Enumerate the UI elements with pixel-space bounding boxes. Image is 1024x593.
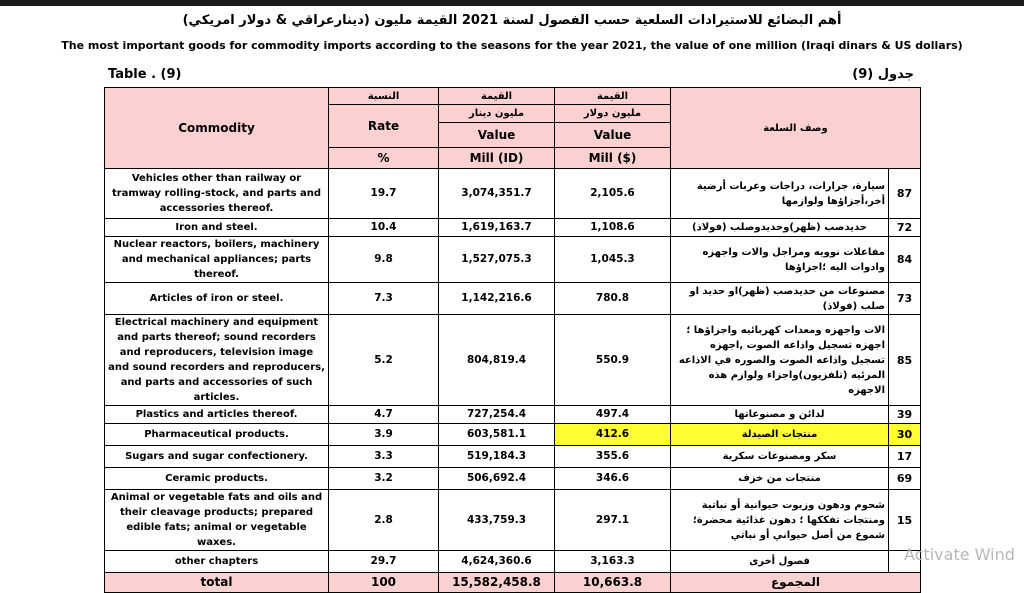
cell-value-usd: 1,045.3	[555, 237, 671, 283]
activate-windows-watermark: Activate Wind	[904, 545, 1015, 564]
cell-commodity: other chapters	[105, 551, 329, 573]
cell-commodity: Electrical machinery and equipment and parts thereof; sound recorders and reproducers, television image and sound recorders and reproducers, and parts and accessories of such articles.	[105, 315, 329, 406]
cell-rate: 5.2	[329, 315, 439, 406]
cell-commodity: Sugars and sugar confectionery.	[105, 446, 329, 468]
cell-description-ar: شحوم ودهون وزيوت حيوانية أو نباتية ومنتجات تفككها ؛ دهون غذائية محضرة؛ شموع من أصل حيواني أو نباتي	[671, 490, 889, 551]
table-row	[105, 490, 921, 551]
total-value-usd: 10,663.8	[555, 573, 671, 593]
header-commodity: Commodity	[105, 88, 329, 169]
cell-value-id: 1,619,163.7	[439, 219, 555, 237]
cell-value-usd: 2,105.6	[555, 169, 671, 219]
header-value-usd-ar: القيمة	[555, 88, 671, 105]
cell-value-id: 1,142,216.6	[439, 283, 555, 315]
cell-value-id: 804,819.4	[439, 315, 555, 406]
cell-description-ar: مصنوعات من حديدصب (ظهر)او حديد او صلب (فولاذ)	[671, 283, 889, 315]
cell-value-usd: 497.4	[555, 406, 671, 424]
header-rate: Rate	[329, 105, 439, 148]
header-value-id-ar: القيمة	[439, 88, 555, 105]
table-row	[105, 424, 921, 446]
cell-value-id: 519,184.3	[439, 446, 555, 468]
cell-rate: 3.9	[329, 424, 439, 446]
cell-chapter-code: 15	[889, 490, 921, 551]
cell-chapter-code: 69	[889, 468, 921, 490]
cell-description-ar: الات واجهزه ومعدات كهربائيه واجزاؤها ؛اجهزه تسجيل واذاعه الصوت ,اجهزه تسجيل واذاعه الصوت والصوره في الاذاعه المرئيه (تلفزيون)واجزاء ولوازم هذه الاجهزه	[671, 315, 889, 406]
cell-description-ar: مفاعلات نوويه ومراجل والات واجهزه وادوات اليه ؛اجزاؤها	[671, 237, 889, 283]
cell-description-ar: سيارة، جرارات، دراجات وعربات أرضية أخر،أجزاؤها ولوازمها	[671, 169, 889, 219]
cell-commodity: Iron and steel.	[105, 219, 329, 237]
cell-commodity: Articles of iron or steel.	[105, 283, 329, 315]
cell-rate: 29.7	[329, 551, 439, 573]
total-label-ar: المجموع	[671, 573, 921, 593]
cell-chapter-code: 84	[889, 237, 921, 283]
table-row	[105, 446, 921, 468]
cell-rate: 10.4	[329, 219, 439, 237]
cell-value-usd: 780.8	[555, 283, 671, 315]
total-row	[105, 573, 921, 593]
cell-description-ar: لدائن و مصنوعاتها	[671, 406, 889, 424]
header-value-id: Value	[439, 123, 555, 148]
table-row	[105, 551, 921, 573]
cell-description-ar: منتجات الصيدلة	[671, 424, 889, 446]
cell-description-ar: منتجات من خزف	[671, 468, 889, 490]
table-row	[105, 468, 921, 490]
cell-value-usd: 412.6	[555, 424, 671, 446]
cell-value-usd: 3,163.3	[555, 551, 671, 573]
total-rate: 100	[329, 573, 439, 593]
cell-chapter-code: 17	[889, 446, 921, 468]
header-mill-dollar-ar: مليون دولار	[555, 105, 671, 123]
cell-description-ar: فصول أخرى	[671, 551, 889, 573]
cell-value-usd: 355.6	[555, 446, 671, 468]
header-rate-unit: %	[329, 148, 439, 169]
header-mill-id: Mill (ID)	[439, 148, 555, 169]
cell-chapter-code: 85	[889, 315, 921, 406]
table-label-english: Table . (9)	[108, 67, 182, 82]
header-description-ar: وصف السلعة	[671, 88, 921, 169]
cell-chapter-code: 30	[889, 424, 921, 446]
cell-commodity: Plastics and articles thereof.	[105, 406, 329, 424]
cell-chapter-code: 73	[889, 283, 921, 315]
cell-commodity: Ceramic products.	[105, 468, 329, 490]
total-label: total	[105, 573, 329, 593]
cell-value-id: 3,074,351.7	[439, 169, 555, 219]
table-row	[105, 237, 921, 283]
cell-commodity: Vehicles other than railway or tramway rolling-stock, and parts and accessories thereof.	[105, 169, 329, 219]
table-row	[105, 283, 921, 315]
table-row	[105, 315, 921, 406]
cell-rate: 4.7	[329, 406, 439, 424]
cell-commodity: Animal or vegetable fats and oils and their cleavage products; prepared edible fats; animal or vegetable waxes.	[105, 490, 329, 551]
header-mill-dinar-ar: مليون دينار	[439, 105, 555, 123]
cell-description-ar: سكر ومصنوعات سكرية	[671, 446, 889, 468]
cell-chapter-code: 39	[889, 406, 921, 424]
cell-rate: 19.7	[329, 169, 439, 219]
header-rate-ar: النسبة	[329, 88, 439, 105]
table-label-arabic: جدول (9)	[852, 67, 914, 82]
title-arabic: أهم البضائع للاستيرادات السلعية حسب الفصول لسنة 2021 القيمة مليون (دينارعراقي & دولار امريكي)	[182, 13, 842, 28]
cell-value-usd: 1,108.6	[555, 219, 671, 237]
total-value-id: 15,582,458.8	[439, 573, 555, 593]
cell-chapter-code: 72	[889, 219, 921, 237]
cell-value-usd: 550.9	[555, 315, 671, 406]
cell-rate: 2.8	[329, 490, 439, 551]
cell-value-usd: 297.1	[555, 490, 671, 551]
cell-value-id: 433,759.3	[439, 490, 555, 551]
top-window-edge	[0, 0, 1024, 6]
title-english: The most important goods for commodity imports according to the seasons for the year 2021, the value of one million (Iraqi dinars & US dollars)	[61, 39, 963, 52]
cell-value-id: 506,692.4	[439, 468, 555, 490]
cell-value-id: 1,527,075.3	[439, 237, 555, 283]
cell-value-usd: 346.6	[555, 468, 671, 490]
cell-rate: 7.3	[329, 283, 439, 315]
header-mill-usd: Mill ($)	[555, 148, 671, 169]
cell-commodity: Pharmaceutical products.	[105, 424, 329, 446]
cell-commodity: Nuclear reactors, boilers, machinery and mechanical appliances; parts thereof.	[105, 237, 329, 283]
cell-value-id: 727,254.4	[439, 406, 555, 424]
cell-value-id: 4,624,360.6	[439, 551, 555, 573]
cell-description-ar: حديدصب (ظهر)وحديدوصلب (فولاذ)	[671, 219, 889, 237]
cell-rate: 3.3	[329, 446, 439, 468]
cell-rate: 9.8	[329, 237, 439, 283]
table-row	[105, 406, 921, 424]
cell-chapter-code: 87	[889, 169, 921, 219]
header-value-usd: Value	[555, 123, 671, 148]
cell-value-id: 603,581.1	[439, 424, 555, 446]
table-row	[105, 169, 921, 219]
cell-rate: 3.2	[329, 468, 439, 490]
imports-table	[104, 87, 921, 593]
table-row	[105, 219, 921, 237]
